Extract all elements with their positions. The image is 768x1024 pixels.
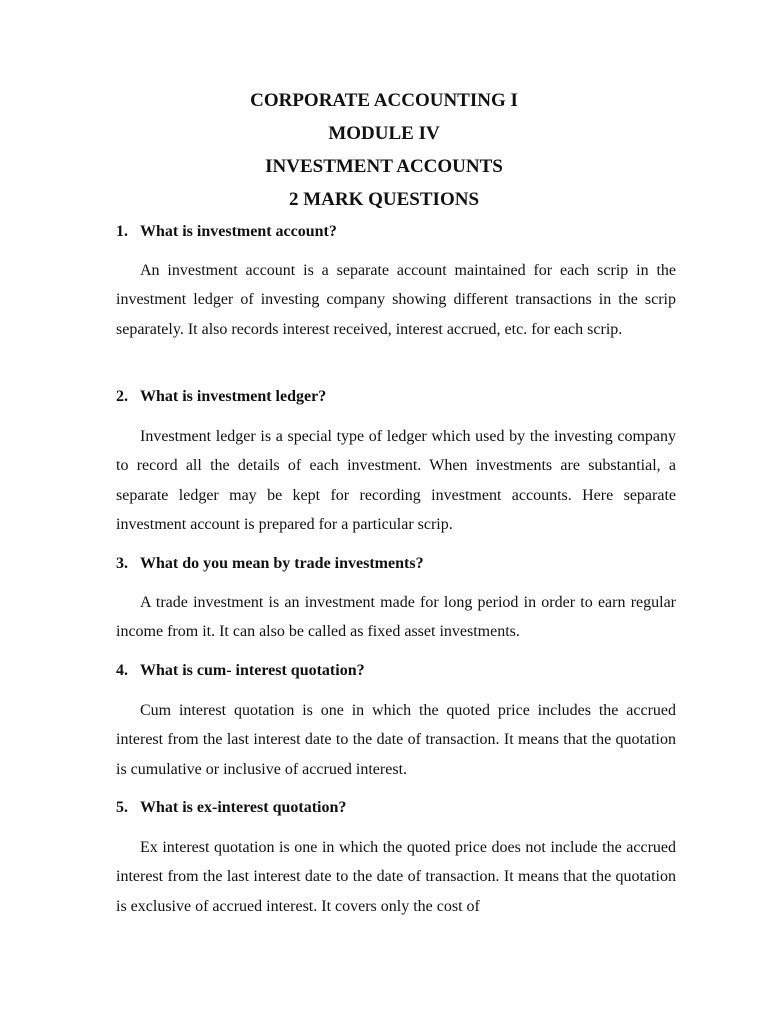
question-heading: [116, 222, 337, 242]
question-heading: [116, 387, 326, 407]
question-text: What is investment account?: [140, 223, 337, 240]
question-heading: [116, 554, 424, 574]
question-number: 2.: [116, 388, 128, 405]
question-heading: [116, 661, 365, 681]
question-number: 3.: [116, 555, 128, 572]
question-heading: [116, 798, 346, 818]
question-number: 5.: [116, 799, 128, 816]
answer-paragraph: Investment ledger is a special type of ledger which used by the investing company to record all the details of each investment. When investments are substantial, a separate ledger may be kept for recording investment accounts. Here separate investment account is prepared for a particular scrip.: [116, 428, 676, 533]
module-title: MODULE IV: [328, 123, 440, 144]
question-number: 1.: [116, 223, 128, 240]
section-title: 2 MARK QUESTIONS: [288, 189, 480, 210]
question-text: What do you mean by trade investments?: [140, 555, 424, 572]
question-text: What is investment ledger?: [140, 388, 327, 405]
answer-paragraph: Cum interest quotation is one in which the quoted price includes the accrued interest from the last interest date to the date of transaction. It means that the quotation is cumulative or inclusive of accrued interest.: [116, 702, 676, 778]
question-text: What is cum- interest quotation?: [140, 662, 365, 679]
topic-title: INVESTMENT ACCOUNTS: [265, 156, 503, 177]
answer-paragraph: Ex interest quotation is one in which the quoted price does not include the accrued interest from the last interest date to the date of transaction. It means that the quotation is exclusive of accrued interest. It covers only the cost of: [116, 839, 676, 915]
question-number: 4.: [116, 662, 128, 679]
answer-paragraph: A trade investment is an investment made for long period in order to earn regular income from it. It can also be called as fixed asset investments.: [116, 594, 676, 641]
answer-paragraph: An investment account is a separate account maintained for each scrip in the investment ledger of investing company showing different transactions in the scrip separately. It also records interest received, interest accrued, etc. for each scrip.: [116, 262, 676, 338]
course-title: CORPORATE ACCOUNTING I: [250, 90, 518, 111]
question-text: What is ex-interest quotation?: [140, 799, 347, 816]
